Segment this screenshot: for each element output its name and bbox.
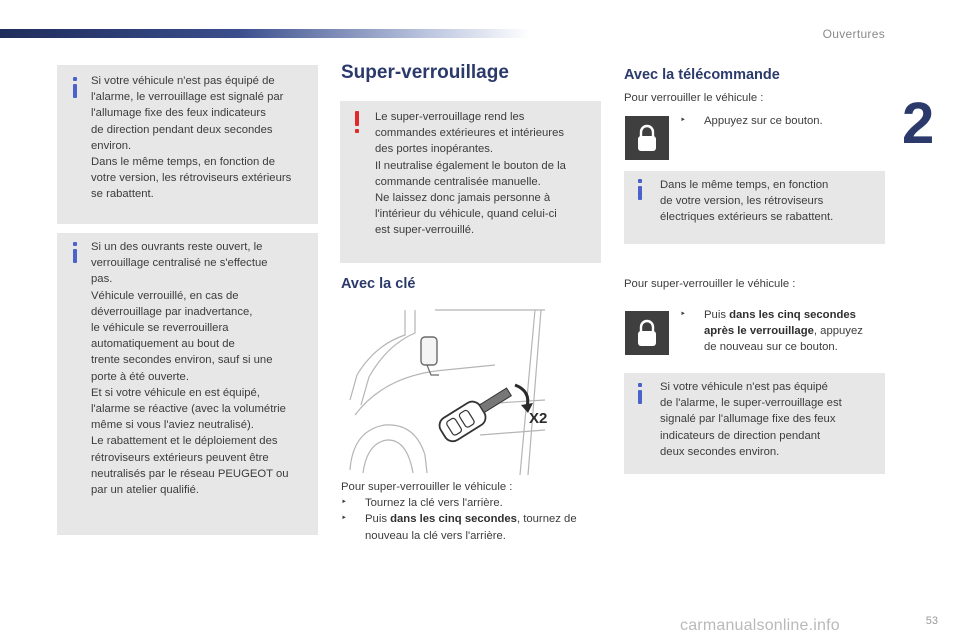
page-number: 53 xyxy=(925,615,938,627)
info-icon-bar xyxy=(73,84,77,98)
info-box-open-door xyxy=(57,233,318,535)
car-key-illustration xyxy=(345,305,555,475)
info-box-alarm xyxy=(57,65,318,224)
info-icon-bar xyxy=(73,249,77,263)
info-icon xyxy=(73,242,77,246)
header-gradient-bar xyxy=(0,29,530,38)
lock-step: ‣ Appuyez sur ce bouton. xyxy=(680,113,880,129)
super-lock-step: ‣ Puis dans les cinq secondes après le verrouillage, appuyez de nouveau sur ce bouton. xyxy=(680,307,885,356)
info-box-mirrors xyxy=(624,171,885,244)
warning-icon xyxy=(355,111,359,126)
info-icon xyxy=(638,179,642,183)
info-text-alarm: Si votre véhicule n'est pas équipé de l'alarme, le verrouillage est signalé par l'allumage fixe des feux indicateurs de direction pendant deux secondes environ. Dans le même temps, en fonction de votre version, les rétroviseurs extérieurs se rabattent. xyxy=(91,75,292,201)
bullet-icon: ‣ xyxy=(341,513,347,525)
warning-box xyxy=(340,101,601,263)
info-text-mirrors: Dans le même temps, en fonction de votre version, les rétroviseurs électriques extérieurs se rabattent. xyxy=(660,179,834,224)
lock-button-image xyxy=(625,311,669,355)
warning-text: Le super-verrouillage rend les commandes extérieures et intérieures des portes inopérantes. Il neutralise également le bouton de la commande centralisée manuelle. Ne laissez donc jamais personne à l'intérieur du véhicule, quand celui-ci est super-verrouillé. xyxy=(375,111,566,237)
info-icon xyxy=(73,77,77,81)
watermark: carmanualsonline.info xyxy=(680,617,840,634)
key-instructions: Pour super-verrouiller le véhicule : ‣ Tournez la clé vers l'arrière. ‣ Puis dans les cinq secondes, tournez de nouveau la clé vers l'arrière. xyxy=(341,479,606,544)
info-box-super-lock xyxy=(624,373,885,474)
key-section-title: Avec la clé xyxy=(341,276,416,292)
info-icon xyxy=(638,383,642,387)
bullet-icon: ‣ xyxy=(680,115,686,126)
bullet-icon: ‣ xyxy=(680,309,686,320)
chapter-number: 2 xyxy=(902,91,935,156)
section-title: Ouvertures xyxy=(822,27,885,41)
info-text-open-door: Si un des ouvrants reste ouvert, le verrouillage centralisé ne s'effectue pas. Véhicule verrouillé, en cas de déverrouillage par inadvertance, le véhicule se reverrouillera automatiquement au bout de trente secondes environ, sauf si une porte à été ouverte. Et si votre véhicule en est équipé, l'alarme se réactive (avec la volumétrie même si vous l'aviez neutralisé). Le rabattement et le déploiement des rétroviseurs extérieurs peuvent être neutralisés par le réseau PEUGEOT ou par un atelier qualifié. xyxy=(91,241,289,497)
padlock-icon xyxy=(636,124,658,152)
remote-section-title: Avec la télécommande xyxy=(624,67,780,83)
padlock-icon xyxy=(636,319,658,347)
lock-intro: Pour verrouiller le véhicule : xyxy=(624,92,764,104)
lock-button-image xyxy=(625,116,669,160)
bullet-icon: ‣ xyxy=(341,497,347,509)
super-lock-intro: Pour super-verrouiller le véhicule : xyxy=(624,278,796,290)
illustration-label: X2 xyxy=(529,410,548,427)
warning-icon-dot xyxy=(355,129,359,133)
page-title: Super-verrouillage xyxy=(341,62,509,83)
info-icon-bar xyxy=(638,390,642,404)
info-icon-bar xyxy=(638,186,642,200)
info-text-super-lock: Si votre véhicule n'est pas équipé de l'alarme, le super-verrouillage est signalé par l'allumage fixe des feux indicateurs de direction pendant deux secondes environ. xyxy=(660,381,842,458)
